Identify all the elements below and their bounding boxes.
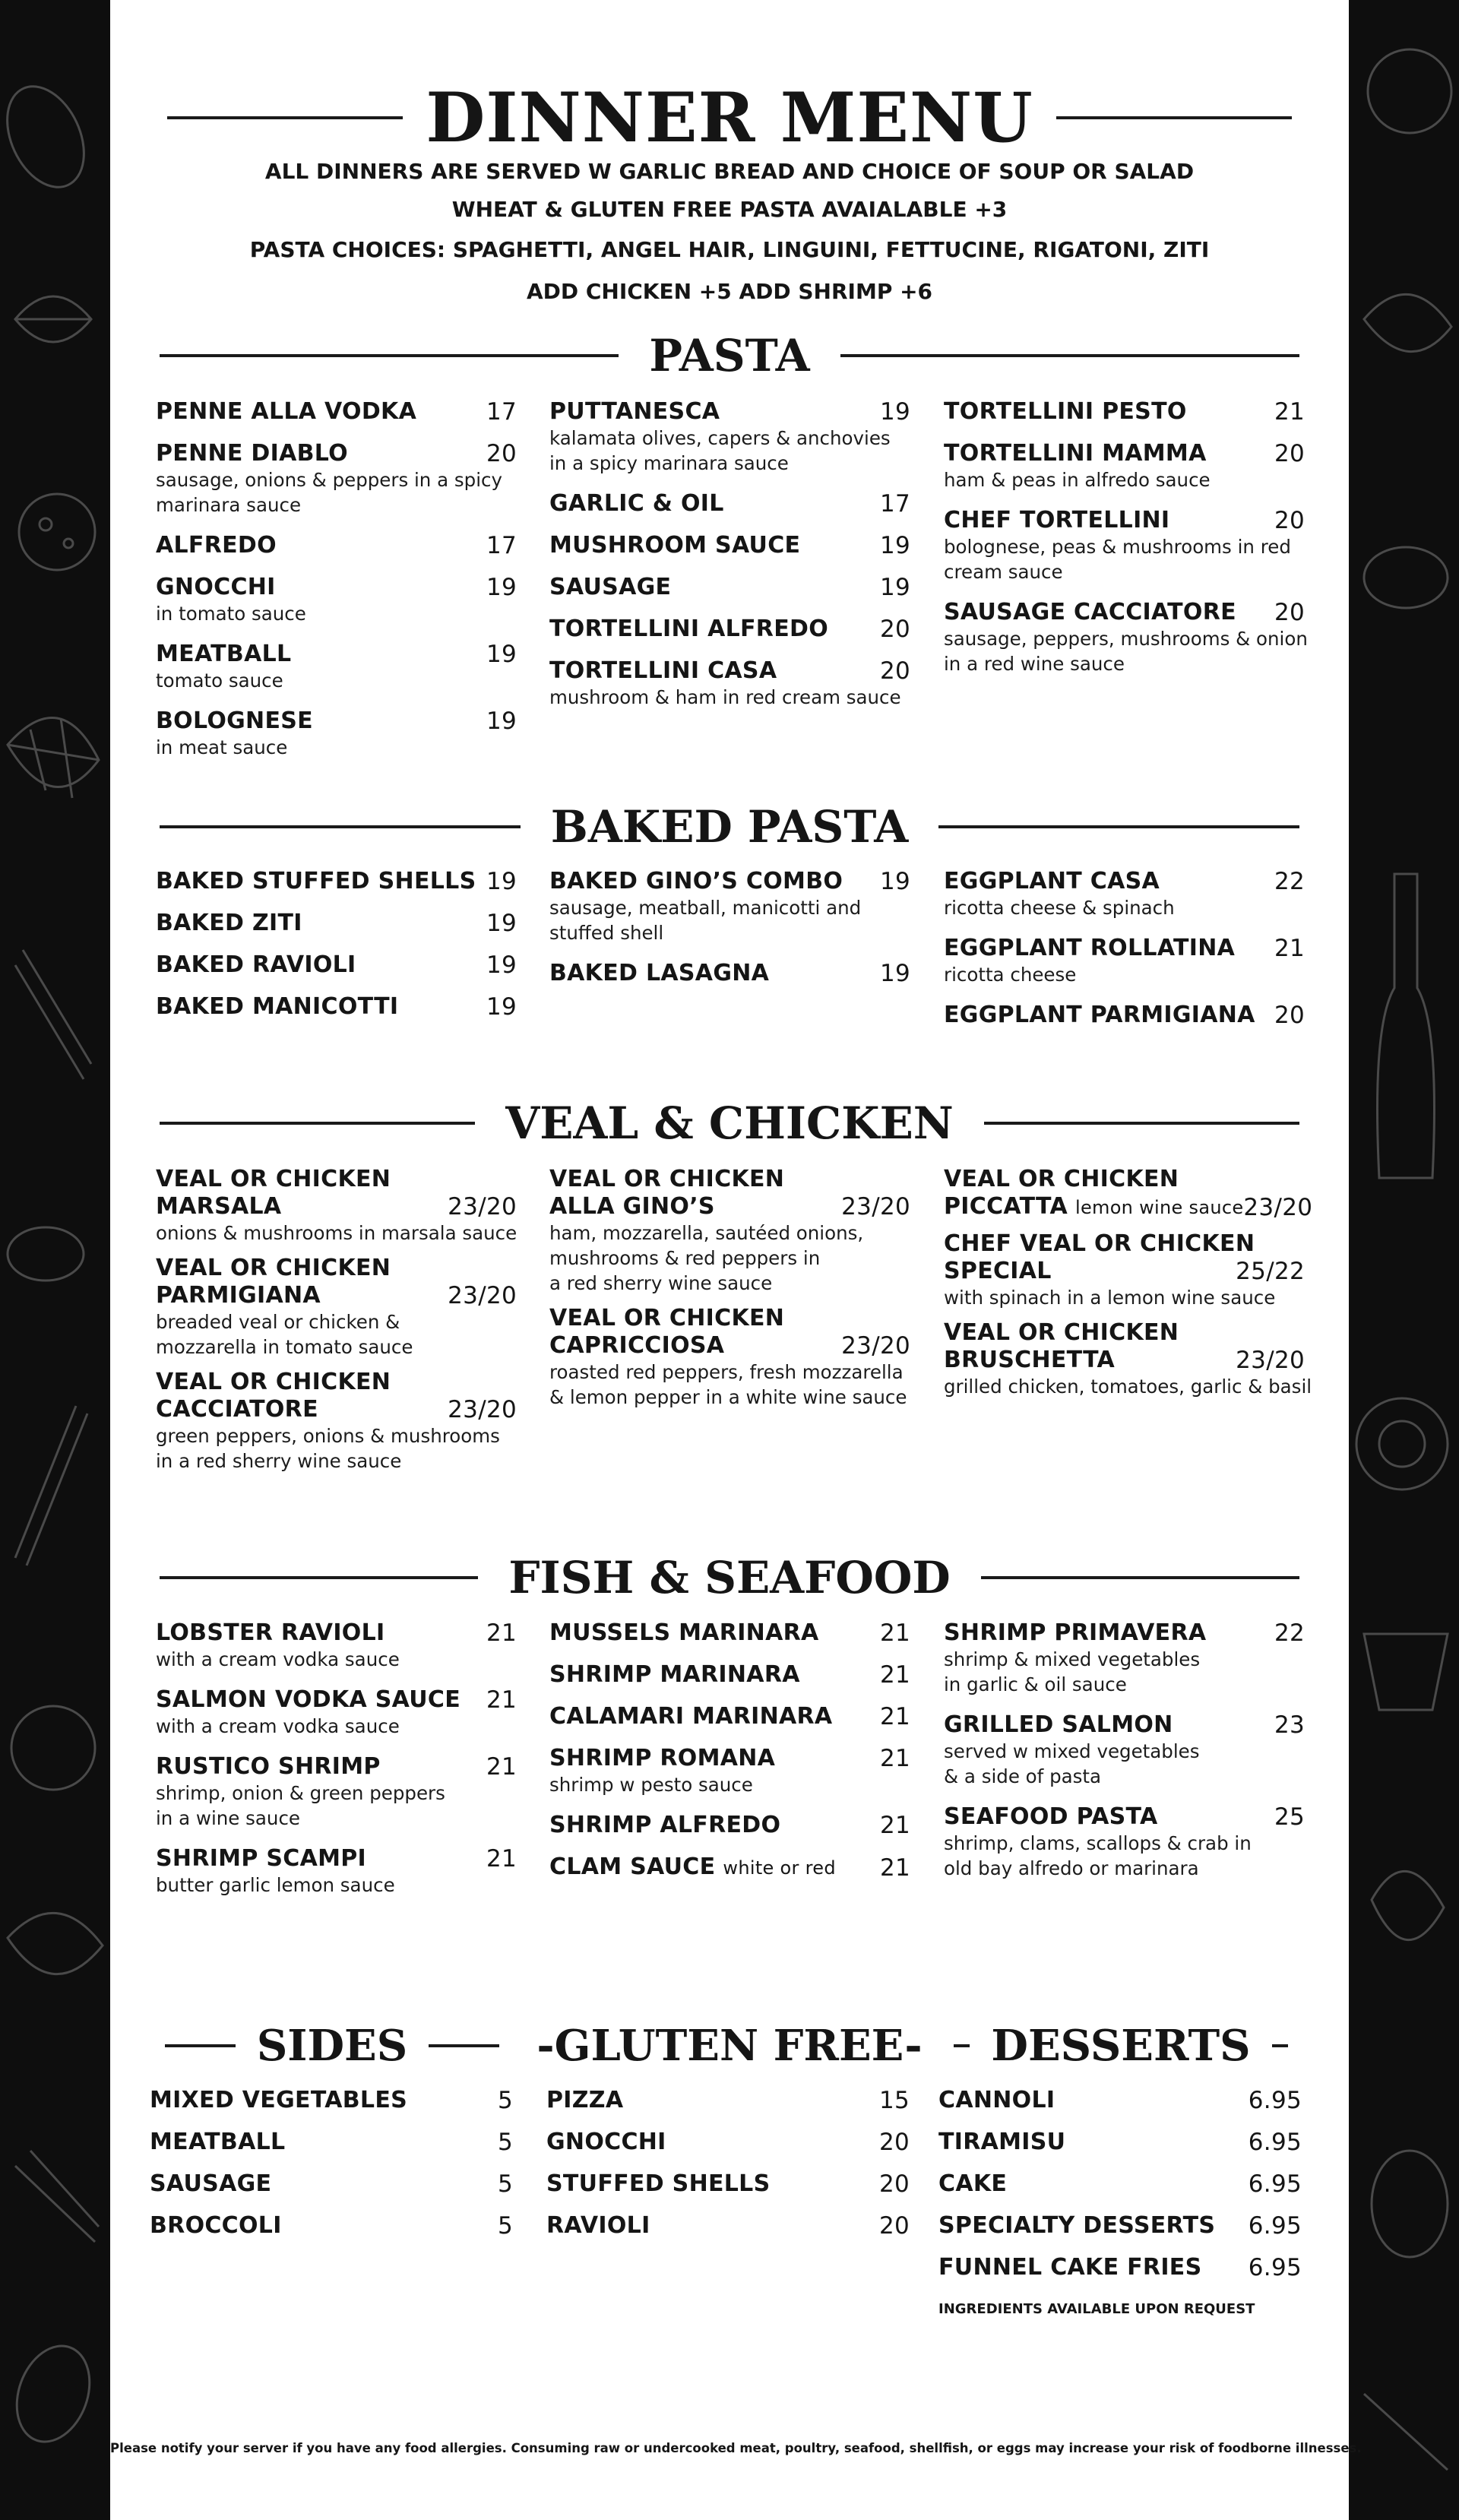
menu-item: [938, 2212, 1302, 2240]
menu-item-name: BAKED RAVIOLI: [156, 951, 356, 978]
menu-item-name-line-2: MARSALA: [156, 1193, 282, 1220]
menu-item-name: STUFFED SHELLS: [546, 2170, 771, 2197]
pasta-title: PASTA: [649, 330, 810, 381]
menu-item-description: butter garlic lemon sauce: [156, 1874, 395, 1896]
gluten-free-column: [546, 2087, 910, 2254]
allergy-footnote: Please notify your server if you have any food allergies. Consuming raw or undercooked meat, poultry, seafood, shellfish, or eggs may increase your risk of foodborne illnesses.: [110, 2441, 1362, 2455]
menu-item-price: 20: [879, 657, 910, 685]
menu-title-row: [167, 72, 1292, 163]
menu-item-description: stuffed shell: [549, 922, 664, 944]
menu-item-name-line-2: CAPRICCIOSA: [549, 1332, 725, 1359]
menu-item-name: EGGPLANT CASA: [944, 868, 1160, 894]
menu-item: [549, 1812, 910, 1839]
baked-column-1: [156, 868, 517, 1035]
menu-paper: [110, 0, 1362, 2520]
menu-item-name: ALFREDO: [156, 532, 277, 559]
desserts-column: [938, 2087, 1302, 2296]
menu-item-price: 21: [879, 1854, 910, 1882]
menu-item-name: VEAL OR CHICKEN: [549, 1305, 785, 1331]
title-rule-right: [1056, 116, 1292, 119]
menu-item-price: 21: [486, 1686, 517, 1714]
menu-item-name: TORTELLINI CASA: [549, 657, 777, 684]
menu-item-description: in tomato sauce: [156, 603, 306, 625]
baked-pasta-title: BAKED PASTA: [550, 801, 909, 853]
fish-column-1: [156, 1619, 517, 1912]
gluten-free-heading: [536, 2015, 923, 2076]
menu-item-name: BAKED LASAGNA: [549, 960, 770, 986]
menu-item-price: 21: [486, 1845, 517, 1873]
veal-column-1: [156, 1166, 517, 1483]
menu-item: [156, 440, 517, 518]
menu-item-name: TORTELLINI MAMMA: [944, 440, 1207, 467]
menu-item: [944, 1002, 1305, 1029]
menu-item-description: with spinach in a lemon wine sauce: [944, 1287, 1276, 1309]
menu-item-price: 23/20: [448, 1282, 517, 1309]
menu-item-name: CAKE: [938, 2170, 1008, 2197]
menu-item-description: in a wine sauce: [156, 1807, 301, 1829]
menu-item: [944, 440, 1305, 492]
menu-item-name-line-2: BRUSCHETTA: [944, 1347, 1116, 1373]
menu-item-name: SHRIMP ALFREDO: [549, 1812, 781, 1838]
menu-item-name: CHEF TORTELLINI: [944, 507, 1170, 533]
menu-item-price: 17: [486, 532, 517, 559]
menu-item-description: in a red wine sauce: [944, 653, 1125, 675]
menu-item-description: ricotta cheese & spinach: [944, 897, 1175, 919]
menu-item-price: 19: [879, 398, 910, 426]
menu-item-name: SALMON VODKA SAUCE: [156, 1686, 461, 1713]
menu-item: [150, 2129, 513, 2156]
sides-title: SIDES: [256, 2021, 408, 2071]
menu-item: [549, 1854, 910, 1882]
menu-item-description: in meat sauce: [156, 736, 288, 758]
menu-item-name: SHRIMP ROMANA: [549, 1745, 776, 1771]
menu-item-name: VEAL OR CHICKEN: [944, 1319, 1179, 1346]
menu-item-description: with a cream vodka sauce: [156, 1715, 400, 1737]
menu-item-description: marinara sauce: [156, 494, 302, 516]
menu-item-description: cream sauce: [944, 561, 1063, 583]
menu-item-name: MUSSELS MARINARA: [549, 1619, 819, 1646]
menu-item: [944, 1230, 1305, 1310]
veal-chicken-heading: [160, 1093, 1299, 1154]
menu-item-name: BAKED ZITI: [156, 910, 302, 936]
menu-item: [944, 868, 1305, 920]
menu-item-name: MUSHROOM SAUCE: [549, 532, 801, 559]
menu-item: [549, 490, 910, 518]
menu-item-price: 21: [879, 1745, 910, 1772]
menu-item-description: ricotta cheese: [944, 964, 1077, 986]
menu-item-name: TIRAMISU: [938, 2129, 1066, 2155]
veal-column-2: [549, 1166, 910, 1419]
menu-item: [156, 1619, 517, 1672]
menu-item-description: in a red sherry wine sauce: [156, 1450, 402, 1472]
pasta-column-3: [944, 398, 1308, 691]
menu-item: [156, 532, 517, 559]
baked-column-2: [549, 868, 910, 1002]
menu-item-price: 5: [497, 2129, 513, 2156]
menu-item-name: GNOCCHI: [156, 574, 276, 600]
menu-item-description: & a side of pasta: [944, 1765, 1102, 1787]
menu-item-description: roasted red peppers, fresh mozzarella: [549, 1361, 904, 1383]
menu-item-price: 23/20: [448, 1193, 517, 1220]
menu-item-description: mushrooms & red peppers in: [549, 1247, 821, 1269]
menu-item-name: EGGPLANT PARMIGIANA: [944, 1002, 1255, 1028]
menu-item-name: RAVIOLI: [546, 2212, 650, 2239]
menu-item-price: 23/20: [1243, 1194, 1313, 1221]
food-sketch-pattern-left: [0, 0, 110, 2520]
menu-item-name: SAUSAGE CACCIATORE: [944, 599, 1236, 625]
menu-item-price: 19: [879, 960, 910, 987]
menu-item: [944, 398, 1305, 426]
menu-item: [549, 1745, 910, 1797]
menu-item-name: FUNNEL CAKE FRIES: [938, 2254, 1202, 2281]
menu-item-name: PENNE DIABLO: [156, 440, 348, 467]
menu-item-price: 19: [486, 993, 517, 1021]
menu-item-price: 25: [1274, 1803, 1305, 1831]
desserts-heading: [954, 2015, 1288, 2076]
menu-item-name: SHRIMP PRIMAVERA: [944, 1619, 1207, 1646]
menu-item-price: 17: [879, 490, 910, 518]
menu-item: [156, 1255, 517, 1360]
menu-item-price: 6.95: [1248, 2254, 1302, 2281]
menu-item: [549, 1661, 910, 1689]
menu-item: [944, 1319, 1312, 1399]
menu-item-price: 6.95: [1248, 2170, 1302, 2198]
menu-item-name: GRILLED SALMON: [944, 1711, 1173, 1738]
menu-item-price: 21: [1274, 398, 1305, 426]
menu-item: [549, 960, 910, 987]
menu-item-name: BAKED STUFFED SHELLS: [156, 868, 476, 894]
menu-item: [150, 2170, 513, 2198]
menu-item-name: SHRIMP MARINARA: [549, 1661, 800, 1688]
menu-item-price: 21: [879, 1812, 910, 1839]
intro-line-3: PASTA CHOICES: SPAGHETTI, ANGEL HAIR, LINGUINI, FETTUCINE, RIGATONI, ZITI: [249, 237, 1210, 262]
menu-item: [944, 1619, 1305, 1697]
menu-item-price: 19: [486, 641, 517, 668]
fish-seafood-heading: [160, 1547, 1299, 1608]
menu-item: [944, 599, 1308, 676]
menu-item: [938, 2170, 1302, 2198]
menu-item-name: TORTELLINI ALFREDO: [549, 616, 829, 642]
menu-item: [156, 574, 517, 626]
baked-column-3: [944, 868, 1305, 1043]
menu-item-price: 23: [1274, 1711, 1305, 1739]
menu-item: [549, 398, 910, 476]
menu-item-name: VEAL OR CHICKEN: [156, 1255, 391, 1281]
menu-item: [156, 993, 517, 1021]
menu-item-price: 5: [497, 2087, 513, 2114]
menu-item: [156, 1753, 517, 1831]
fish-seafood-title: FISH & SEAFOOD: [508, 1552, 951, 1603]
menu-item-description: with a cream vodka sauce: [156, 1648, 400, 1670]
pasta-heading: [160, 325, 1299, 386]
menu-item: [156, 1845, 517, 1898]
menu-item-name: BAKED MANICOTTI: [156, 993, 399, 1020]
menu-item-name: TORTELLINI PESTO: [944, 398, 1187, 425]
menu-item-name: PIZZA: [546, 2087, 624, 2113]
menu-item: [549, 1166, 910, 1296]
intro-line-2: WHEAT & GLUTEN FREE PASTA AVAIALABLE +3: [451, 197, 1008, 222]
menu-item-name: EGGPLANT ROLLATINA: [944, 935, 1236, 961]
gluten-free-title: -GLUTEN FREE-: [536, 2021, 923, 2071]
menu-item-name: CANNOLI: [938, 2087, 1055, 2113]
menu-item-price: 20: [878, 2170, 910, 2198]
menu-item-price: 20: [878, 2212, 910, 2240]
menu-item: [938, 2129, 1302, 2156]
menu-item-price: 25/22: [1236, 1258, 1305, 1285]
menu-item-description: tomato sauce: [156, 670, 283, 692]
page-title: DINNER MENU: [426, 78, 1033, 158]
menu-item: [156, 708, 517, 760]
intro-line-1: ALL DINNERS ARE SERVED W GARLIC BREAD AND CHOICE OF SOUP OR SALAD: [264, 159, 1195, 184]
menu-item-price: 23/20: [448, 1396, 517, 1423]
menu-item-name: PENNE ALLA VODKA: [156, 398, 417, 425]
menu-item: [938, 2254, 1302, 2281]
menu-item-price: 21: [1274, 935, 1305, 962]
menu-item: [156, 398, 517, 426]
menu-item: [150, 2212, 513, 2240]
menu-item-price: 20: [1274, 599, 1305, 626]
sides-heading: [165, 2015, 499, 2076]
menu-item: [549, 657, 910, 710]
menu-item-description: ham, mozzarella, sautéed onions,: [549, 1222, 864, 1244]
menu-item: [156, 641, 517, 693]
menu-item-description: mozzarella in tomato sauce: [156, 1336, 413, 1358]
veal-chicken-title: VEAL & CHICKEN: [505, 1097, 954, 1149]
menu-item-price: 19: [879, 574, 910, 601]
menu-item-name: CLAM SAUCE: [549, 1854, 716, 1880]
menu-item-price: 21: [486, 1619, 517, 1647]
menu-item-name: CALAMARI MARINARA: [549, 1703, 833, 1730]
menu-item-description: sausage, peppers, mushrooms & onion: [944, 628, 1308, 650]
menu-item: [156, 951, 517, 979]
menu-item: [156, 868, 517, 895]
menu-item-price: 19: [486, 868, 517, 895]
menu-item: [549, 616, 910, 643]
menu-item-description: kalamata olives, capers & anchovies: [549, 427, 891, 449]
menu-item-description: a red sherry wine sauce: [549, 1272, 773, 1294]
menu-item-price: 20: [878, 2129, 910, 2156]
menu-item: [156, 1369, 517, 1474]
menu-item-description: breaded veal or chicken &: [156, 1311, 400, 1333]
menu-item: [156, 1166, 517, 1246]
menu-item-name: BOLOGNESE: [156, 708, 313, 734]
menu-item-description: onions & mushrooms in marsala sauce: [156, 1222, 517, 1244]
menu-item-description: in garlic & oil sauce: [944, 1673, 1127, 1695]
menu-item-name: VEAL OR CHICKEN: [944, 1166, 1179, 1192]
fish-column-2: [549, 1619, 910, 1896]
menu-item-price: 23/20: [1236, 1347, 1305, 1374]
menu-item-name-line-2: CACCIATORE: [156, 1396, 318, 1423]
menu-item: [546, 2087, 910, 2114]
menu-item: [156, 910, 517, 937]
menu-item-description: ham & peas in alfredo sauce: [944, 469, 1211, 491]
pasta-column-1: [156, 398, 517, 774]
menu-item-price: 5: [497, 2212, 513, 2240]
menu-item-name: SEAFOOD PASTA: [944, 1803, 1158, 1830]
menu-item-price: 21: [879, 1703, 910, 1730]
menu-item-description: shrimp, clams, scallops & crab in: [944, 1832, 1252, 1854]
menu-item-description: served w mixed vegetables: [944, 1740, 1200, 1762]
menu-item-name: GNOCCHI: [546, 2129, 666, 2155]
menu-item-price: 20: [1274, 507, 1305, 534]
menu-item-name: VEAL OR CHICKEN: [156, 1166, 391, 1192]
menu-item: [546, 2170, 910, 2198]
menu-item-description: grilled chicken, tomatoes, garlic & basil: [944, 1376, 1312, 1398]
menu-item: [549, 1619, 910, 1647]
desserts-title: DESSERTS: [991, 2021, 1251, 2071]
menu-item-name: MEATBALL: [156, 641, 292, 667]
menu-item: [944, 1166, 1313, 1221]
menu-item-price: 23/20: [841, 1332, 910, 1360]
menu-item-price: 21: [879, 1619, 910, 1647]
menu-item-price: 19: [879, 868, 910, 895]
menu-item-description: shrimp & mixed vegetables: [944, 1648, 1201, 1670]
menu-item-price: 6.95: [1248, 2129, 1302, 2156]
menu-item-name: VEAL OR CHICKEN: [156, 1369, 391, 1395]
menu-item: [549, 868, 910, 945]
menu-item: [944, 1803, 1305, 1881]
menu-item-description: green peppers, onions & mushrooms: [156, 1425, 500, 1447]
menu-item-price: 19: [486, 708, 517, 735]
menu-item-description: old bay alfredo or marinara: [944, 1857, 1199, 1879]
menu-item-note: white or red: [723, 1857, 836, 1879]
menu-item-name: SPECIALTY DESSERTS: [938, 2212, 1216, 2239]
menu-item: [150, 2087, 513, 2114]
intro-line-4: ADD CHICKEN +5 ADD SHRIMP +6: [526, 279, 933, 304]
menu-item: [549, 1305, 910, 1410]
menu-item-name: RUSTICO SHRIMP: [156, 1753, 381, 1780]
menu-item-description: mushroom & ham in red cream sauce: [549, 686, 901, 708]
menu-item: [549, 532, 910, 559]
veal-column-3: [944, 1166, 1313, 1408]
menu-item-description: shrimp w pesto sauce: [549, 1774, 753, 1796]
menu-item: [546, 2212, 910, 2240]
menu-item-name: BROCCOLI: [150, 2212, 282, 2239]
food-sketch-pattern-right: [1349, 0, 1459, 2520]
menu-item-price: 20: [1274, 440, 1305, 467]
menu-item: [944, 935, 1305, 987]
menu-item-note: lemon wine sauce: [1074, 1197, 1244, 1218]
menu-item-description: sausage, onions & peppers in a spicy: [156, 469, 503, 491]
menu-item-name: MIXED VEGETABLES: [150, 2087, 408, 2113]
menu-item-price: 21: [879, 1661, 910, 1689]
fish-column-3: [944, 1619, 1305, 1895]
menu-item-price: 19: [879, 532, 910, 559]
menu-item: [156, 1686, 517, 1739]
menu-item: [546, 2129, 910, 2156]
menu-item-price: 22: [1274, 868, 1305, 895]
menu-item: [944, 507, 1305, 584]
menu-item-name: LOBSTER RAVIOLI: [156, 1619, 385, 1646]
menu-item-name-line-2: PARMIGIANA: [156, 1282, 321, 1309]
menu-item: [549, 1703, 910, 1730]
menu-item-name-line-2: ALLA GINO’S: [549, 1193, 715, 1220]
menu-item-name: PUTTANESCA: [549, 398, 720, 425]
menu-item-price: 20: [1274, 1002, 1305, 1029]
menu-item-price: 21: [486, 1753, 517, 1781]
menu-item-price: 20: [879, 616, 910, 643]
menu-item-name: CHEF VEAL OR CHICKEN: [944, 1230, 1255, 1257]
menu-item-name: SAUSAGE: [549, 574, 672, 600]
menu-item-price: 19: [486, 574, 517, 601]
menu-item: [944, 1711, 1305, 1789]
menu-item-price: 6.95: [1248, 2212, 1302, 2240]
menu-item: [549, 574, 910, 601]
menu-item-description: sausage, meatball, manicotti and: [549, 897, 862, 919]
ingredients-note: INGREDIENTS AVAILABLE UPON REQUEST: [938, 2301, 1255, 2317]
menu-item-description: bolognese, peas & mushrooms in red: [944, 536, 1291, 558]
menu-item-name: BAKED GINO’S COMBO: [549, 868, 843, 894]
menu-item-price: 20: [486, 440, 517, 467]
sides-column: [150, 2087, 513, 2254]
menu-item-price: 17: [486, 398, 517, 426]
menu-item-name: SHRIMP SCAMPI: [156, 1845, 367, 1872]
menu-item: [938, 2087, 1302, 2114]
menu-item-name-line-2: PICCATTA: [944, 1193, 1068, 1220]
menu-item-name: GARLIC & OIL: [549, 490, 724, 517]
menu-item-price: 5: [497, 2170, 513, 2198]
menu-item-name: SAUSAGE: [150, 2170, 272, 2197]
menu-item-price: 6.95: [1248, 2087, 1302, 2114]
title-rule-left: [167, 116, 403, 119]
menu-item-price: 23/20: [841, 1193, 910, 1220]
menu-item-name: VEAL OR CHICKEN: [549, 1166, 785, 1192]
baked-pasta-heading: [160, 796, 1299, 857]
menu-item-price: 15: [878, 2087, 910, 2114]
menu-item-price: 22: [1274, 1619, 1305, 1647]
menu-item-name: MEATBALL: [150, 2129, 286, 2155]
menu-item-description: in a spicy marinara sauce: [549, 452, 789, 474]
menu-item-description: shrimp, onion & green peppers: [156, 1782, 445, 1804]
menu-item-name-line-2: SPECIAL: [944, 1258, 1052, 1284]
menu-item-price: 19: [486, 910, 517, 937]
pasta-column-2: [549, 398, 910, 724]
menu-item-price: 19: [486, 951, 517, 979]
menu-item-description: & lemon pepper in a white wine sauce: [549, 1386, 907, 1408]
